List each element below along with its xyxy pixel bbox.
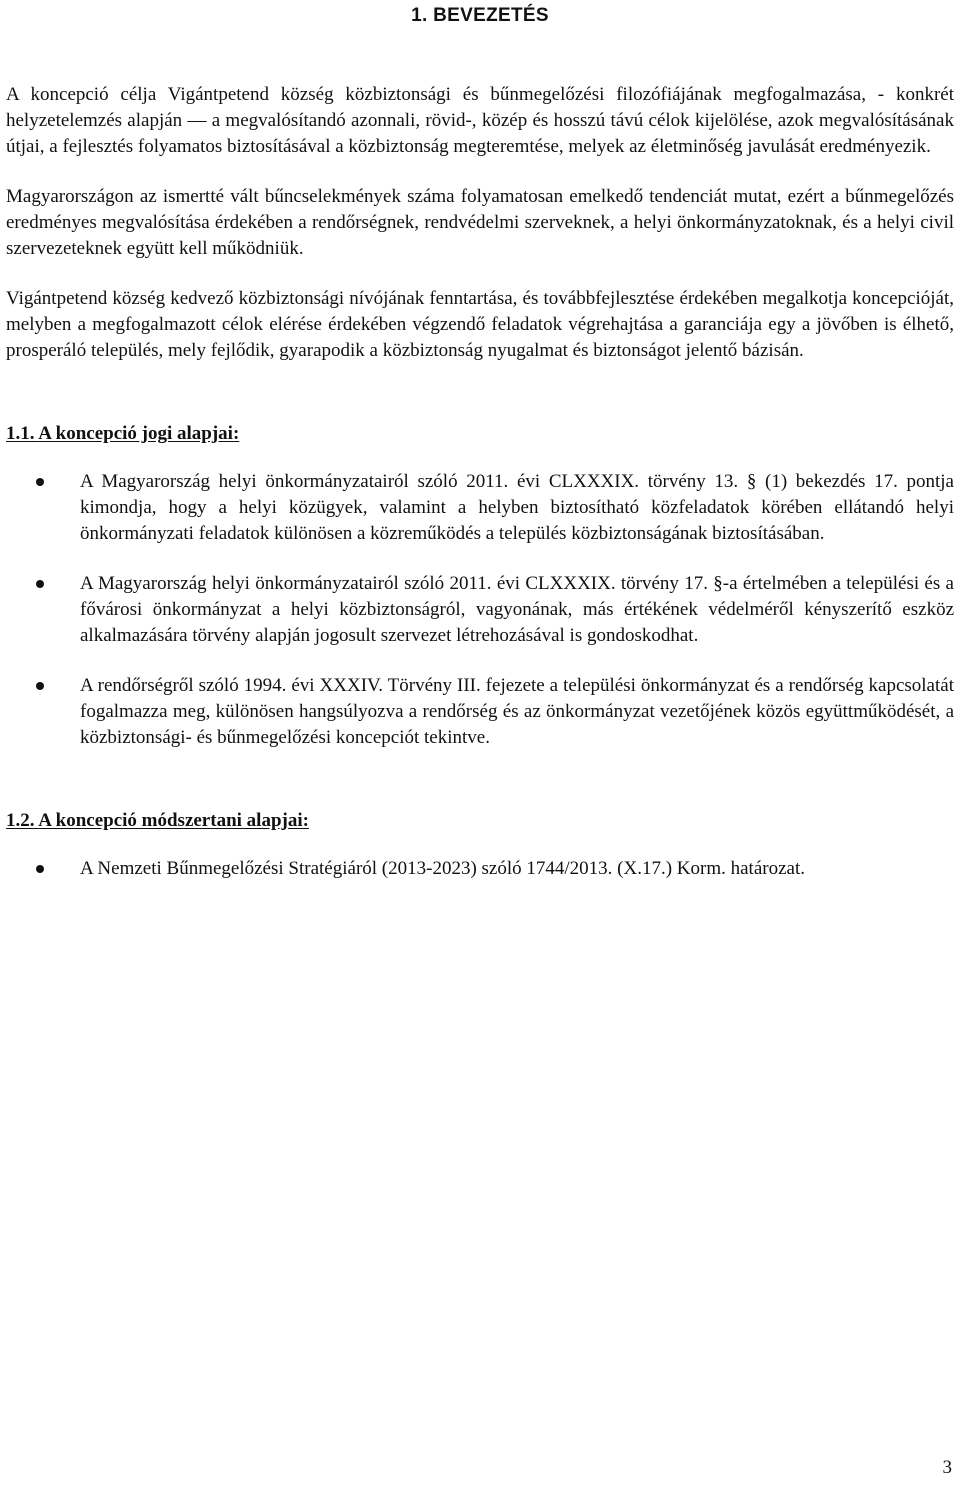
list-item <box>6 673 954 751</box>
intro-paragraph: Magyarországon az ismertté vált bűncselekmények száma folyamatosan emelkedő tendenciát mutat, ezért a bűnmegelőzés eredményes megvalósítása érdekében a rendőrségnek, rendvédelmi szerveknek, a helyi önkormányzatoknak, és a helyi civil szervezeteknek együtt kell működniük. <box>6 186 954 259</box>
list-item <box>6 571 954 649</box>
list-item-text: A Nemzeti Bűnmegelőzési Stratégiáról (2013-2023) szóló 1744/2013. (X.17.) Korm. határozat. <box>80 858 805 879</box>
section-number: 1.2. <box>6 810 35 831</box>
bullet-icon <box>36 580 44 588</box>
intro-paragraph: A koncepció célja Vigántpetend község közbiztonsági és bűnmegelőzési filozófiájának megfogalmazása, - konkrét helyzetelemzés alapján ― a megvalósítandó azonnali, rövid-, közép és hosszú távú célok kijelölése, azok megvalósításának útjai, a fejlesztés folyamatos biztosításával a közbiztonság megteremtése, melyek az életminőség javulását eredményezik. <box>6 84 954 157</box>
methodological-basis-list <box>6 856 954 882</box>
section-number: 1.1. <box>6 423 35 444</box>
bullet-icon <box>36 682 44 690</box>
chapter-title: 1. BEVEZETÉS <box>411 5 549 26</box>
list-item-text: A rendőrségről szóló 1994. évi XXXIV. Törvény III. fejezete a települési önkormányzat és a rendőrség kapcsolatát fogalmazza meg, különösen hangsúlyozva a rendőrség és az önkormányzat vezetőjének közös együttműködését, a közbiztonsági- és bűnmegelőzési koncepciót tekintve. <box>80 675 954 748</box>
section-heading-legal-basis <box>6 421 954 447</box>
bullet-icon <box>36 478 44 486</box>
page-number: 3 <box>942 1457 952 1478</box>
intro-paragraph: Vigántpetend község kedvező közbiztonsági nívójának fenntartása, és továbbfejlesztése érdekében megalkotja koncepcióját, melyben a megfogalmazott célok elérése érdekében végzendő feladatok végrehajtása a garanciája egy a jövőben is élhető, prosperáló település, mely fejlődik, gyarapodik a közbiztonság nyugalmat és biztonságot jelentő bázisán. <box>6 288 954 361</box>
section-title: A koncepció módszertani alapjai: <box>38 810 309 831</box>
legal-basis-list <box>6 469 954 751</box>
list-item <box>6 469 954 547</box>
list-item-text: A Magyarország helyi önkormányzatairól szóló 2011. évi CLXXXIX. törvény 13. § (1) bekezdés 17. pontja kimondja, hogy a helyi közügyek, valamint a helyben biztosítható közfeladatok körében ellátandó helyi önkormányzati feladatok különösen a közreműködés a település közbiztonságának biztosításában. <box>80 471 954 544</box>
section-heading-methodological-basis <box>6 808 954 834</box>
list-item-text: A Magyarország helyi önkormányzatairól szóló 2011. évi CLXXXIX. törvény 17. §-a értelmében a települési és a fővárosi önkormányzat a helyi közbiztonságról, vagyonának, más értékének védelméről kényszerítő eszköz alkalmazására törvény alapján jogosult szervezet létrehozásával is gondoskodhat. <box>80 573 954 646</box>
list-item <box>6 856 954 882</box>
document-page <box>6 0 954 1488</box>
section-title: A koncepció jogi alapjai: <box>38 423 240 444</box>
bullet-icon <box>36 865 44 873</box>
